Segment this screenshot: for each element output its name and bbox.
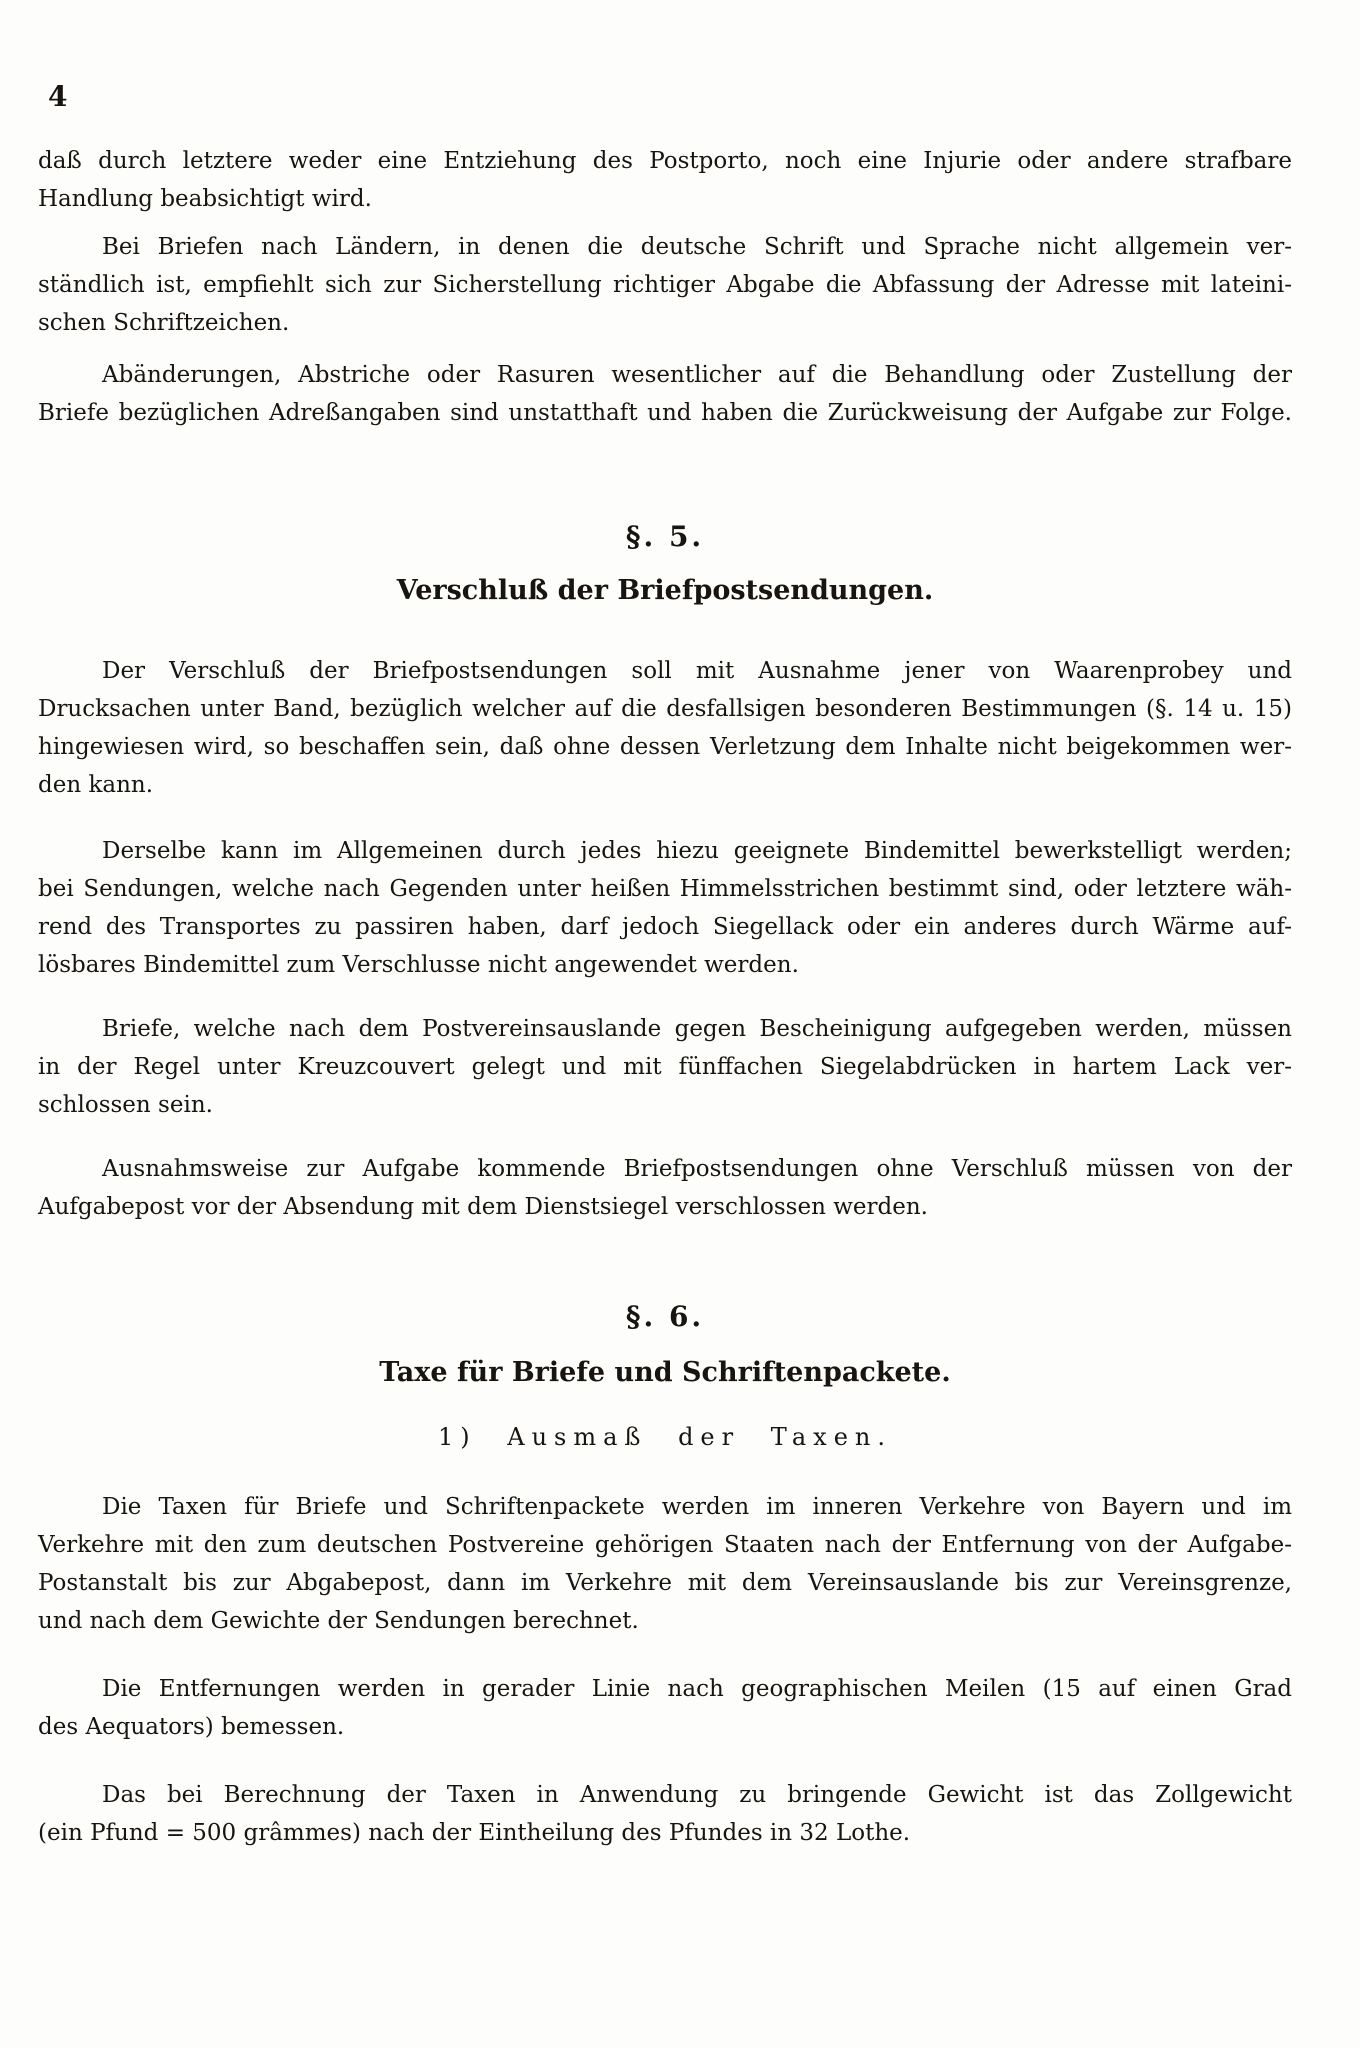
text-line: Ausnahmsweise zur Aufgabe kommende Briefpostsendungen ohne Verschluß müssen von der — [102, 1156, 1292, 1182]
text-line: Briefe, welche nach dem Postvereinsauslande gegen Bescheinigung aufgegeben werden, müssen — [102, 1016, 1292, 1042]
section-number: §. 6. — [625, 1300, 705, 1333]
spaced-heading: 1) Ausmaß der Taxen. — [437, 1423, 893, 1451]
text-line: (ein Pfund = 500 grâmmes) nach der Eintheilung des Pfundes in 32 Lothe. — [38, 1820, 911, 1846]
text-line: Postanstalt bis zur Abgabepost, dann im Verkehre mit dem Vereinsauslande bis zur Vereinsgrenze, — [38, 1570, 1292, 1596]
paragraph — [38, 1150, 1292, 1226]
section-title: Verschluß der Briefpostsendungen. — [396, 575, 934, 606]
paragraph — [38, 228, 1292, 342]
text-line: daß durch letztere weder eine Entziehung des Postporto, noch eine Injurie oder andere strafbare — [38, 148, 1292, 174]
paragraph — [38, 142, 1292, 218]
text-line: schen Schriftzeichen. — [38, 310, 290, 336]
text-line: und nach dem Gewichte der Sendungen berechnet. — [38, 1608, 639, 1634]
page-number: 4 — [48, 80, 68, 113]
text-line: Der Verschluß der Briefpostsendungen soll mit Ausnahme jener von Waarenprobey und — [102, 658, 1292, 684]
paragraph — [38, 832, 1292, 984]
text-line: Das bei Berechnung der Taxen in Anwendung zu bringende Gewicht ist das Zollgewicht — [102, 1782, 1292, 1808]
paragraph — [38, 1010, 1292, 1124]
text-line: Briefe bezüglichen Adreßangaben sind unstatthaft und haben die Zurückweisung der Aufgabe zur Folge. — [38, 400, 1292, 426]
text-line: ständlich ist, empfiehlt sich zur Sicherstellung richtiger Abgabe die Abfassung der Adresse mit lateini- — [38, 272, 1292, 298]
paragraph — [38, 1488, 1292, 1640]
text-line: den kann. — [38, 772, 154, 798]
text-line: schlossen sein. — [38, 1092, 213, 1118]
text-line: Abänderungen, Abstriche oder Rasuren wesentlicher auf die Behandlung oder Zustellung der — [102, 362, 1292, 388]
text-line: bei Sendungen, welche nach Gegenden unter heißen Himmelsstrichen bestimmt sind, oder letztere wäh- — [38, 876, 1292, 902]
text-line: des Aequators) bemessen. — [38, 1714, 345, 1740]
paragraph — [38, 1776, 1292, 1852]
text-line: Drucksachen unter Band, bezüglich welcher auf die desfallsigen besonderen Bestimmungen (§. 14 u. 15) — [38, 696, 1292, 722]
paragraph — [38, 652, 1292, 804]
paragraph — [38, 356, 1292, 432]
section-number: §. 5. — [625, 520, 705, 553]
text-line: Verkehre mit den zum deutschen Postvereine gehörigen Staaten nach der Entfernung von der Aufgabe- — [38, 1532, 1292, 1558]
text-line: in der Regel unter Kreuzcouvert gelegt und mit fünffachen Siegelabdrücken in hartem Lack ver- — [38, 1054, 1292, 1080]
document-body — [38, 0, 1292, 1852]
paragraph — [38, 1670, 1292, 1746]
text-line: Die Entfernungen werden in gerader Linie nach geographischen Meilen (15 auf einen Grad — [102, 1676, 1292, 1702]
text-line: Bei Briefen nach Ländern, in denen die deutsche Schrift und Sprache nicht allgemein ver- — [102, 234, 1292, 260]
text-line: Derselbe kann im Allgemeinen durch jedes hiezu geeignete Bindemittel bewerkstelligt werden; — [102, 838, 1292, 864]
text-line: rend des Transportes zu passiren haben, darf jedoch Siegellack oder ein anderes durch Wärme auf- — [38, 914, 1292, 940]
text-line: hingewiesen wird, so beschaffen sein, daß ohne dessen Verletzung dem Inhalte nicht beigekommen wer- — [38, 734, 1292, 760]
text-line: Aufgabepost vor der Absendung mit dem Dienstsiegel verschlossen werden. — [38, 1194, 928, 1220]
section-title: Taxe für Briefe und Schriftenpackete. — [379, 1357, 951, 1388]
text-line: lösbares Bindemittel zum Verschlusse nicht angewendet werden. — [38, 952, 799, 978]
text-line: Handlung beabsichtigt wird. — [38, 186, 372, 212]
text-line: Die Taxen für Briefe und Schriftenpackete werden im inneren Verkehre von Bayern und im — [102, 1494, 1292, 1520]
